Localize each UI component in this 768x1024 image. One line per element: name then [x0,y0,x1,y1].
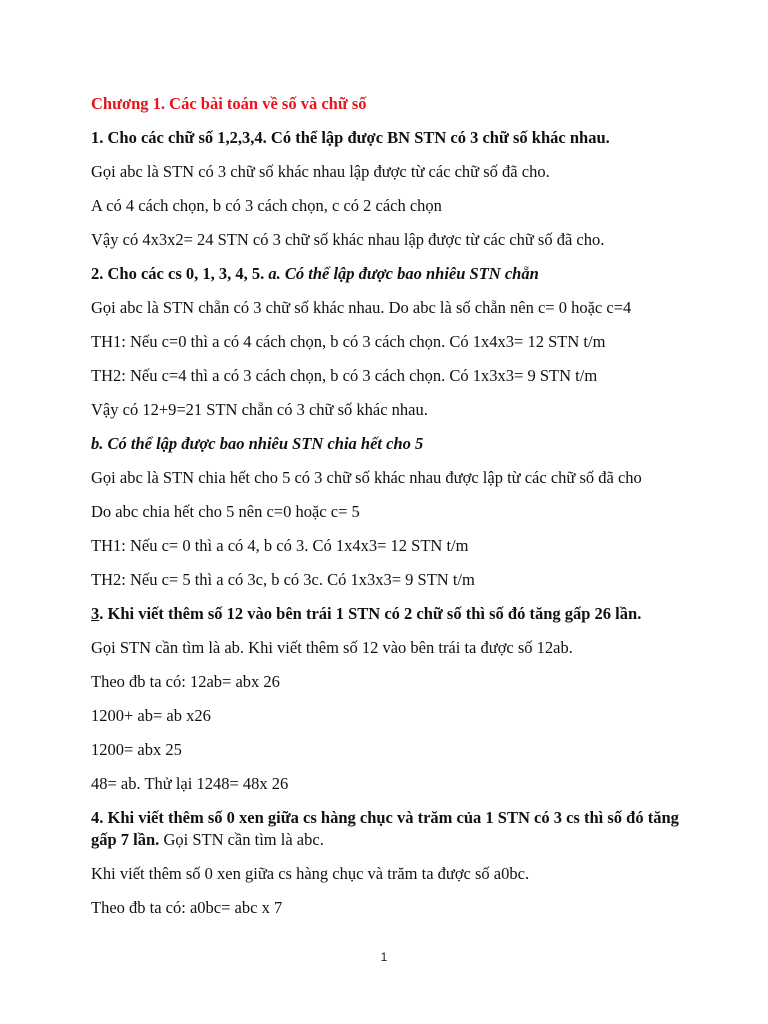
problem-2-heading [91,263,701,285]
problem-2-line-5: Gọi abc là STN chia hết cho 5 có 3 chữ số khác nhau được lập từ các chữ số đã cho [91,468,642,487]
page-number: 1 [380,950,388,964]
problem-2-heading-italic: a. Có thể lập được bao nhiêu STN chẵn [264,264,539,283]
problem-3-line-5: 48= ab. Thử lại 1248= 48x 26 [91,774,289,793]
problem-3-heading [91,603,701,625]
problem-2-line-1: Gọi abc là STN chẵn có 3 chữ số khác nhau. Do abc là số chẵn nên c= 0 hoặc c=4 [91,298,632,317]
problem-2-line-2: TH1: Nếu c=0 thì a có 4 cách chọn, b có 3 cách chọn. Có 1x4x3= 12 STN t/m [91,332,606,351]
document-page [91,93,701,931]
chapter-title: Chương 1. Các bài toán về số và chữ số [91,94,367,113]
problem-3-line-3: 1200+ ab= ab x26 [91,706,211,725]
problem-3-line-1: Gọi STN cần tìm là ab. Khi viết thêm số 12 vào bên trái ta được số 12ab. [91,638,573,657]
problem-4-heading [91,807,701,851]
problem-2-line-7: TH1: Nếu c= 0 thì a có 4, b có 3. Có 1x4x3= 12 STN t/m [91,536,469,555]
problem-1-line-2: A có 4 cách chọn, b có 3 cách chọn, c có 2 cách chọn [91,196,442,215]
problem-2-heading-bold: 2. Cho các cs 0, 1, 3, 4, 5. [91,264,265,283]
problem-3-line-4: 1200= abx 25 [91,740,182,759]
problem-1-line-1: Gọi abc là STN có 3 chữ số khác nhau lập được từ các chữ số đã cho. [91,162,550,181]
problem-4-heading-normal: Gọi STN cần tìm là abc. [159,830,324,849]
problem-2b-heading: b. Có thể lập được bao nhiêu STN chia hết cho 5 [91,434,424,453]
problem-3-number: 3 [91,604,100,623]
problem-4-heading-bold: 4. Khi viết thêm số 0 xen giữa cs hàng chục và trăm của 1 STN có 3 cs thì số đó tăng gấp 7 lần. [91,808,679,849]
problem-2-line-3: TH2: Nếu c=4 thì a có 3 cách chọn, b có 3 cách chọn. Có 1x3x3= 9 STN t/m [91,366,598,385]
problem-4-line-1: Khi viết thêm số 0 xen giữa cs hàng chục và trăm ta được số a0bc. [91,864,530,883]
problem-2-line-8: TH2: Nếu c= 5 thì a có 3c, b có 3c. Có 1x3x3= 9 STN t/m [91,570,475,589]
problem-3-line-2: Theo đb ta có: 12ab= abx 26 [91,672,280,691]
problem-2-line-6: Do abc chia hết cho 5 nên c=0 hoặc c= 5 [91,502,360,521]
problem-4-line-2: Theo đb ta có: a0bc= abc x 7 [91,898,283,917]
problem-1-line-3: Vậy có 4x3x2= 24 STN có 3 chữ số khác nhau lập được từ các chữ số đã cho. [91,230,605,249]
problem-3-heading-text: . Khi viết thêm số 12 vào bên trái 1 STN có 2 chữ số thì số đó tăng gấp 26 lần. [99,604,642,623]
problem-2-line-4: Vậy có 12+9=21 STN chẵn có 3 chữ số khác nhau. [91,400,428,419]
problem-1-heading: 1. Cho các chữ số 1,2,3,4. Có thể lập được BN STN có 3 chữ số khác nhau. [91,128,610,147]
